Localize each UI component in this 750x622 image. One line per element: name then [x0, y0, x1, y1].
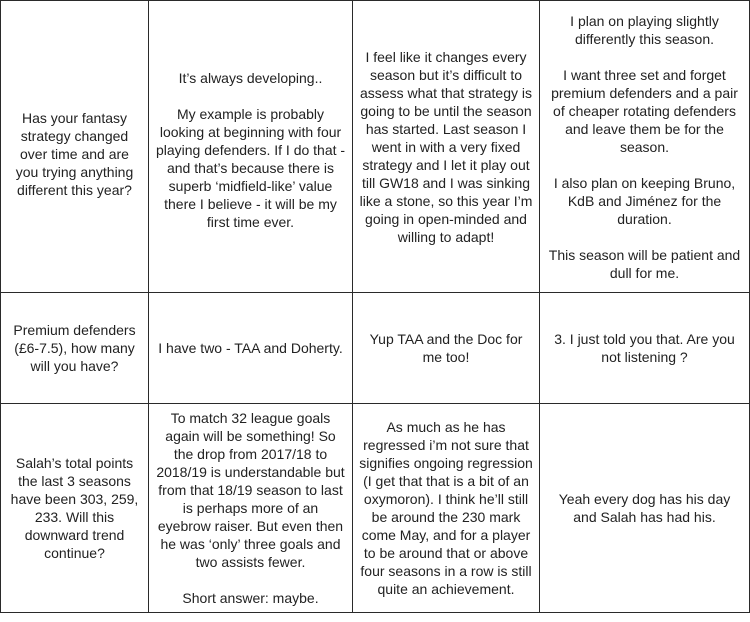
answer-cell-2: Yup TAA and the Doc for me too! — [353, 293, 540, 404]
table-row — [1, 293, 750, 404]
question-cell: Premium defenders (£6-7.5), how many will you have? — [1, 293, 149, 404]
answer-cell-1: I have two - TAA and Doherty. — [149, 293, 353, 404]
table-row — [1, 1, 750, 293]
answer-cell-3: I plan on playing slightly differently this season. I want three set and forget premium defenders and a pair of cheaper rotating defenders and leave them be for the season. I also plan on keeping Bruno, KdB and Jiménez for the duration. This season will be patient and dull for me. — [540, 1, 750, 293]
answer-cell-1: To match 32 league goals again will be something! So the drop from 2017/18 to 2018/19 is understandable but from that 18/19 season to last is perhaps more of an eyebrow raiser. But even then he was ‘only’ three goals and two assists fewer. Short answer: maybe. — [149, 404, 353, 613]
question-cell: Has your fantasy strategy changed over time and are you trying anything different this year? — [1, 1, 149, 293]
answer-cell-3: 3. I just told you that. Are you not listening ? — [540, 293, 750, 404]
table-row — [1, 404, 750, 613]
answer-cell-2: As much as he has regressed i’m not sure that signifies ongoing regression (I get that that is a bit of an oxymoron). I think he’ll still be around the 230 mark come May, and for a player to be around that or above four seasons in a row is still quite an achievement. — [353, 404, 540, 613]
answer-cell-2: I feel like it changes every season but it’s difficult to assess what that strategy is going to be until the season has started. Last season I went in with a very fixed strategy and I let it play out till GW18 and I was sinking like a stone, so this year I’m going in open-minded and willing to adapt! — [353, 1, 540, 293]
question-cell: Salah’s total points the last 3 seasons have been 303, 259, 233. Will this downward trend continue? — [1, 404, 149, 613]
answer-cell-3: Yeah every dog has his day and Salah has had his. — [540, 404, 750, 613]
answer-cell-1: It’s always developing.. My example is probably looking at beginning with four playing defenders. If I do that - and that’s because there is superb ‘midfield-like’ value there I believe - it will be my first time ever. — [149, 1, 353, 293]
